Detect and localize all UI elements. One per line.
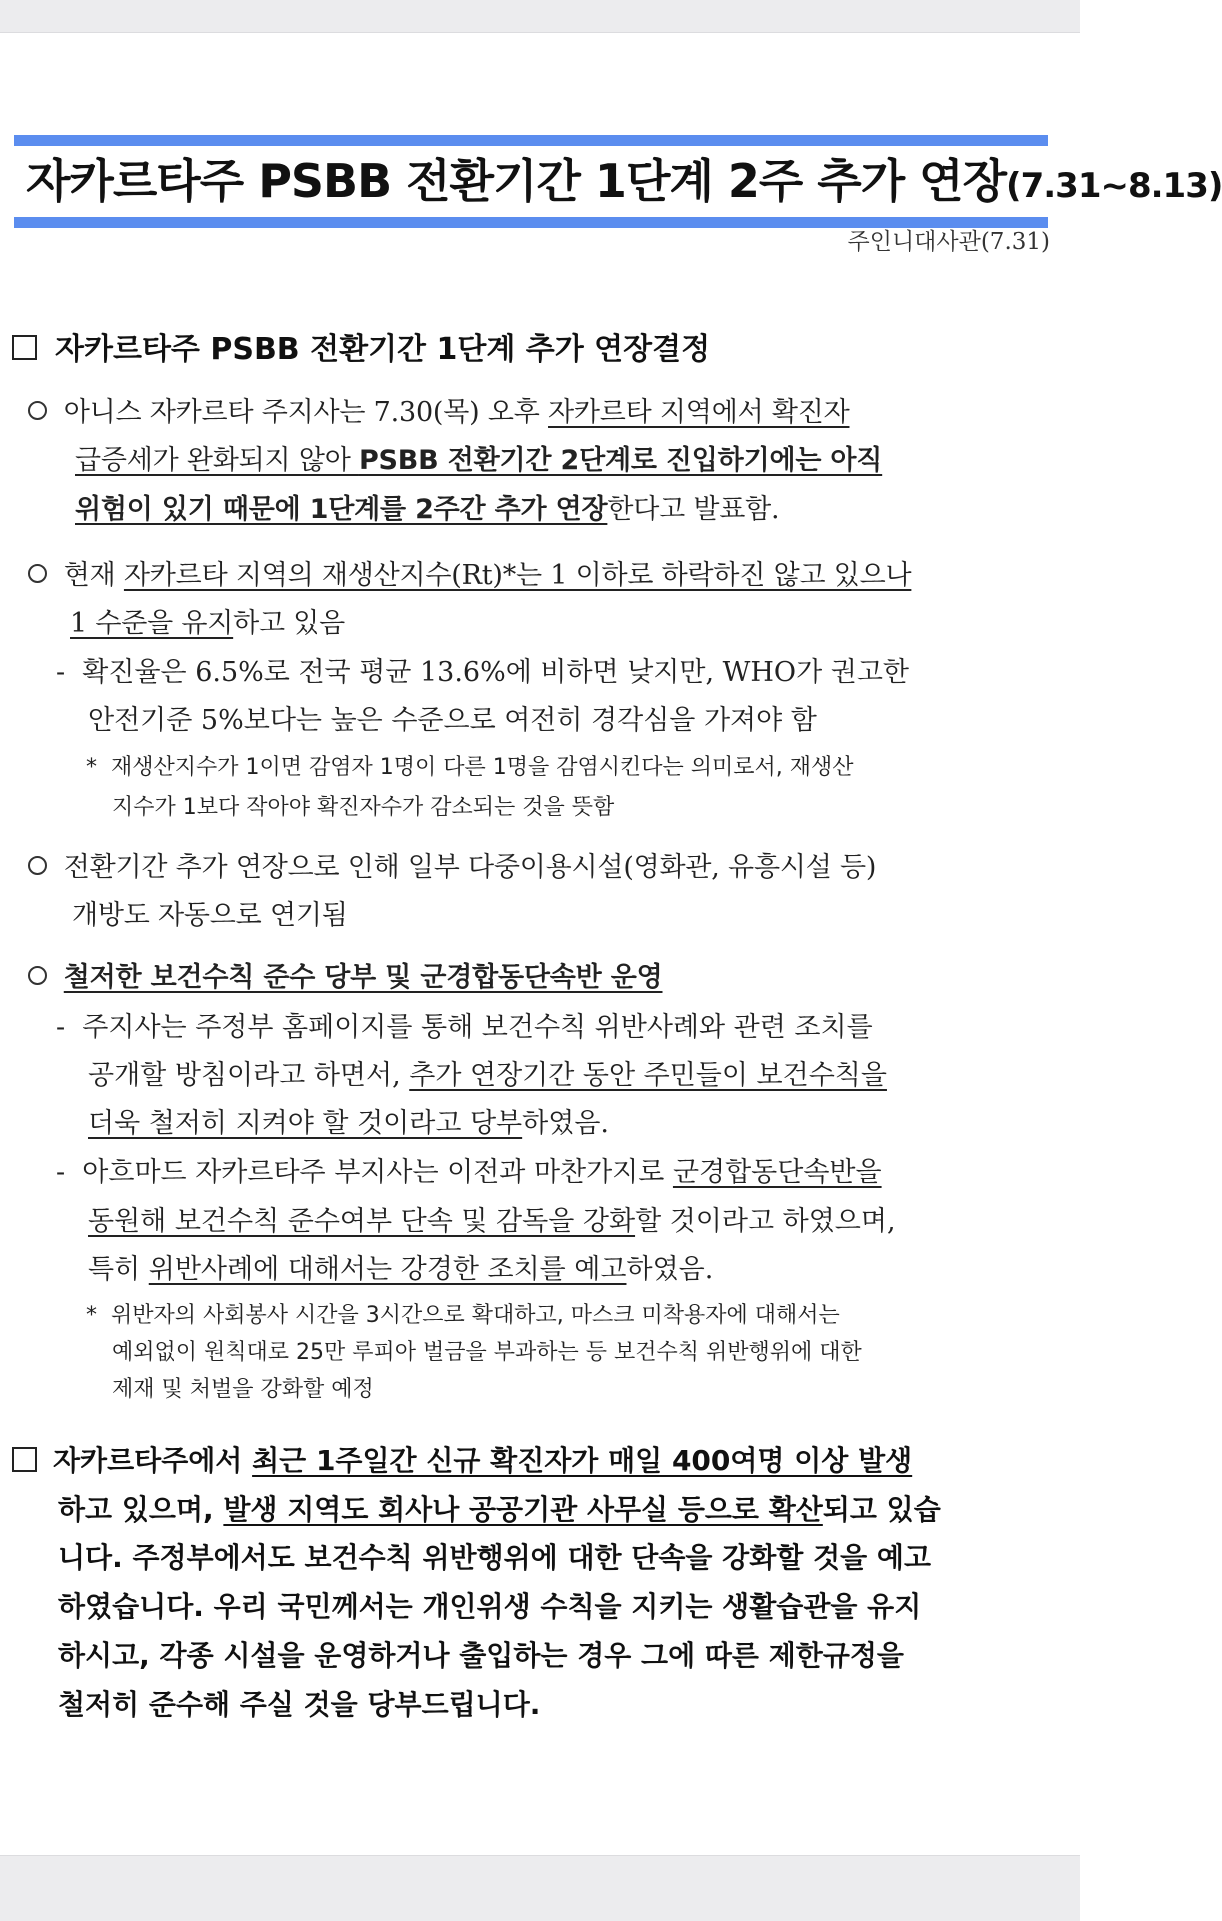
closing-line-6: 철저히 준수해 주실 것을 당부드립니다. [58,1688,541,1721]
document-page [0,33,1080,1855]
title-main: 자카르타주 PSBB 전환기간 1단계 2주 추가 연장 [26,154,1007,208]
paragraph-4-dash-2-line-2: 동원해 보건수칙 준수여부 단속 및 감독을 강화할 것이라고 하였으며, [88,1206,896,1237]
checkbox-square-icon [12,335,37,360]
title-date: (7.31~8.13) [1006,166,1222,206]
paragraph-1-line-2: 급증세가 완화되지 않아 PSBB 전환기간 2단계로 진입하기에는 아직 [75,445,883,476]
paragraph-4-note-line-1: * 위반자의 사회봉사 시간을 3시간으로 확대하고, 마스크 미착용자에 대해서는 [86,1303,840,1328]
paragraph-2-dash-line-2: 안전기준 5%보다는 높은 수준으로 여전히 경각심을 가져야 함 [88,705,817,736]
circle-bullet-icon [28,856,47,875]
closing-line-2: 하고 있으며, 발생 지역도 회사나 공공기관 사무실 등으로 확산되고 있습 [58,1493,941,1526]
paragraph-2-line-2: 1 수준을 유지하고 있음 [70,608,346,639]
closing-line-3: 니다. 주정부에서도 보건수칙 위반행위에 대한 단속을 강화할 것을 예고 [58,1541,932,1574]
paragraph-4-heading: 철저한 보건수칙 준수 당부 및 군경합동단속반 운영 [28,955,663,994]
section-heading-1 [12,324,1052,368]
paragraph-4-dash-1-line-1: - 주지사는 주정부 홈페이지를 통해 보건수칙 위반사례와 관련 조치를 [56,1012,873,1043]
circle-bullet-icon [28,966,47,985]
document-title [14,146,1222,217]
paragraph-4-dash-2-line-3: 특히 위반사례에 대해서는 강경한 조치를 예고하였음. [88,1254,714,1285]
checkbox-square-icon [12,1447,37,1472]
title-box [14,135,1222,228]
closing-line-4: 하였습니다. 우리 국민께서는 개인위생 수칙을 지키는 생활습관을 유지 [58,1590,922,1623]
closing-line-1: 자카르타주에서 최근 1주일간 신규 확진자가 매일 400여명 이상 발생 [12,1439,1052,1479]
paragraph-2-note-line-1: * 재생산지수가 1이면 감염자 1명이 다른 1명을 감염시킨다는 의미로서, 재생산 [86,755,854,780]
viewer-top-bar [0,0,1080,33]
paragraph-2-note-line-2: 지수가 1보다 작아야 확진자수가 감소되는 것을 뜻함 [112,795,615,820]
section-heading-1-text: 자카르타주 PSBB 전환기간 1단계 추가 연장결정 [55,332,711,367]
title-top-rule [14,135,1048,146]
paragraph-4-dash-1-line-2: 공개할 방침이라고 하면서, 추가 연장기간 동안 주민들이 보건수칙을 [88,1060,887,1091]
paragraph-4-dash-1-line-3: 더욱 철저히 지켜야 할 것이라고 당부하였음. [88,1108,609,1139]
paragraph-4-note-line-3: 제재 및 처벌을 강화할 예정 [112,1377,374,1402]
paragraph-3-line-1: 전환기간 추가 연장으로 인해 일부 다중이용시설(영화관, 유흥시설 등) [28,845,876,884]
paragraph-1-line-1: 아니스 자카르타 주지사는 7.30(목) 오후 자카르타 지역에서 확진자 [28,390,849,429]
paragraph-2-dash-line-1: - 확진율은 6.5%로 전국 평균 13.6%에 비하면 낮지만, WHO가 권고한 [56,657,909,688]
paragraph-4-dash-2-line-1: - 아흐마드 자카르타주 부지사는 이전과 마찬가지로 군경합동단속반을 [56,1157,882,1188]
circle-bullet-icon [28,401,47,420]
viewer-bottom-bar [0,1855,1080,1921]
closing-line-5: 하시고, 각종 시설을 운영하거나 출입하는 경우 그에 따른 제한규정을 [58,1639,904,1672]
paragraph-2-line-1: 현재 자카르타 지역의 재생산지수(Rt)*는 1 이하로 하락하진 않고 있으나 [28,553,911,592]
paragraph-1-line-3: 위험이 있기 때문에 1단계를 2주간 추가 연장한다고 발표함. [75,494,780,525]
circle-bullet-icon [28,564,47,583]
paragraph-3-line-2: 개방도 자동으로 연기됨 [72,900,348,931]
issuer-line: 주인니대사관(7.31) [847,229,1050,255]
paragraph-4-note-line-2: 예외없이 원칙대로 25만 루피아 벌금을 부과하는 등 보건수칙 위반행위에 대한 [112,1340,862,1365]
